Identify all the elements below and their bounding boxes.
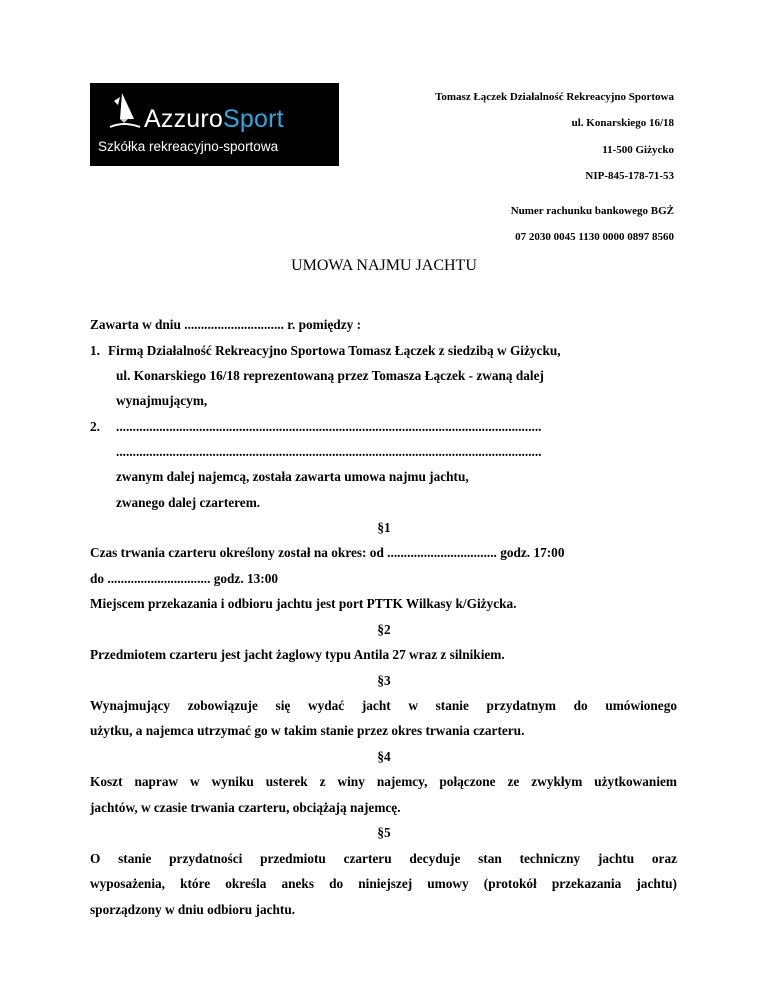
logo-subtitle: Szkółka rekreacyjno-sportowa <box>98 139 279 154</box>
section-4-line: Koszt napraw w wyniku usterek z winy najemcy, połączone ze zwykłym użytkowaniem <box>90 774 677 789</box>
section-3-line: Wynajmujący zobowiązuje się wydać jacht w stanie przydatnym do umówionego <box>90 698 677 713</box>
section-1-heading: §1 <box>377 520 391 535</box>
section-2-heading: §2 <box>377 622 391 637</box>
logo-brand-text: AzzuroSport <box>144 105 284 133</box>
section-1-line: do ............................... godz. 13:00 <box>90 571 279 586</box>
party2-line: zwanego dalej czarterem. <box>116 495 261 510</box>
company-logo <box>90 83 339 166</box>
party2-line: zwanym dalej najemcą, została zawarta umowa najmu jachtu, <box>116 469 469 484</box>
section-5-line: O stanie przydatności przedmiotu czarteru decyduje stan techniczny jachtu oraz <box>90 851 677 866</box>
intro-line: Zawarta w dniu .............................. r. pomiędzy : <box>90 317 361 332</box>
party2-blank-line: ................................................................................................................................ <box>116 420 542 434</box>
company-name: Tomasz Łączek Działalność Rekreacyjno Sportowa <box>435 91 674 103</box>
section-4-heading: §4 <box>377 749 391 764</box>
party1-line: wynajmującym, <box>116 393 208 408</box>
bank-label: Numer rachunku bankowego BGŻ <box>510 205 674 217</box>
page-title: UMOWA NAJMU JACHTU <box>291 257 477 274</box>
party2-blank-line: ................................................................................................................................ <box>116 445 542 459</box>
section-5-heading: §5 <box>377 825 391 840</box>
company-city: 11-500 Giżycko <box>602 144 674 156</box>
party1-line: Firmą Działalność Rekreacyjno Sportowa Tomasz Łączek z siedzibą w Giżycku, <box>108 343 561 358</box>
company-street: ul. Konarskiego 16/18 <box>571 117 674 129</box>
company-nip: NIP-845-178-71-53 <box>585 170 674 182</box>
party1-number: 1. <box>90 343 100 358</box>
section-5-line: sporządzony w dniu odbioru jachtu. <box>90 902 296 917</box>
party2-number: 2. <box>90 419 100 434</box>
section-1-line: Czas trwania czarteru określony został na okres: od ................................. godz. 17:00 <box>90 545 565 560</box>
section-4-line: jachtów, w czasie trwania czarteru, obciążają najemcę. <box>90 800 401 815</box>
windsurfer-icon <box>90 83 150 143</box>
bank-account: 07 2030 0045 1130 0000 0897 8560 <box>515 231 674 243</box>
party1-line: ul. Konarskiego 16/18 reprezentowaną przez Tomasza Łączek - zwaną dalej <box>116 368 544 383</box>
section-3-line: użytku, a najemca utrzymać go w takim stanie przez okres trwania czarteru. <box>90 723 525 738</box>
section-5-line: wyposażenia, które określa aneks do niniejszej umowy (protokół przekazania jachtu) <box>90 876 677 891</box>
section-2-line: Przedmiotem czarteru jest jacht żaglowy typu Antila 27 wraz z silnikiem. <box>90 647 505 662</box>
section-3-heading: §3 <box>377 673 391 688</box>
section-1-line: Miejscem przekazania i odbioru jachtu jest port PTTK Wilkasy k/Giżycka. <box>90 596 517 611</box>
